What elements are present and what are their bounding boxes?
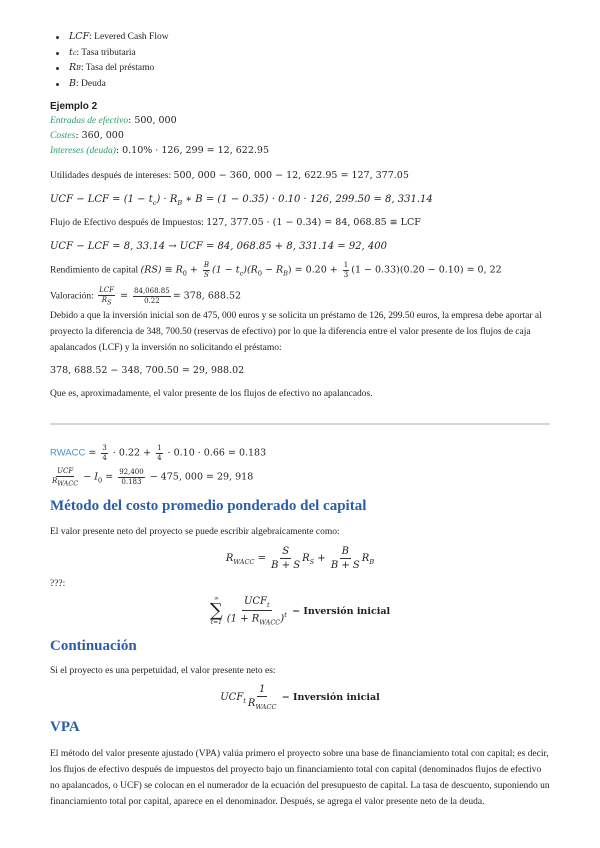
summation-icon: ∞ ∑ t=1	[209, 595, 223, 627]
paragraph-conclusion: Que es, aproximadamente, el valor presente de los flujos de efectivo no apalancados.	[50, 389, 373, 399]
eq-part: )(R	[243, 264, 258, 276]
utilidades-line	[50, 170, 409, 183]
npv-sum-equation: ∞ ∑ t=1 $UCF_t$ $(1 + R_{WACC})^t$ − Inversión inicial	[209, 595, 391, 627]
rwacc-label: RWACC	[50, 447, 86, 459]
line-value: = 378, 688.52	[172, 290, 242, 302]
list-item	[56, 46, 169, 62]
fraction: $\frac{92,400}{0.183}$	[119, 467, 144, 486]
symbol: B	[69, 77, 76, 89]
perpetuity-equation: $UCF_t$ 1 $R_{WACC}$ − Inversión inicial	[220, 684, 380, 711]
section-title-wacc: Método del costo promedio ponderado del capital	[50, 498, 367, 514]
definition: : Tasa tributaria	[76, 47, 136, 58]
section-title-vpa: VPA	[50, 719, 80, 735]
fraction: $\frac{3}{4}$	[102, 444, 107, 462]
fraction: $\frac{B}{B + S}$	[330, 546, 360, 571]
symbol: LCF	[69, 31, 90, 43]
flujo-line	[50, 217, 421, 230]
example-label: Intereses (deuda)	[50, 146, 116, 156]
rendimiento-line: Rendimiento de capital $(RS) \equiv R_0$ + $\frac{B}{S}$ $(1 - t_c)(R_0 - R_B) = 0.20$ + $\frac{1}{3}$ (1 − 0.33)(0.20 − 0.10) = 0, 22	[50, 261, 502, 279]
fraction: $UCF_t$ $(1 + R_{WACC})^t$	[226, 596, 287, 627]
symbol: R	[69, 62, 77, 74]
eq-part: (RS) ≡ R	[140, 264, 183, 276]
symbol: t	[69, 46, 73, 58]
fraction: $\frac{84,068.85}{0.22}$	[134, 286, 170, 305]
example-label: Entradas de efectivo	[50, 116, 129, 126]
line-label: Rendimiento de capital	[50, 265, 141, 276]
line-label: Utilidades después de intereses:	[50, 171, 174, 181]
example-label: Costes	[50, 131, 76, 141]
list-item	[56, 30, 169, 46]
divider	[50, 423, 550, 425]
bullet-icon	[56, 83, 59, 86]
eq-part: UCF − LCF = (1 − t	[50, 194, 153, 205]
ucf-equation-1: UCF − LCF = $(1 - t_c) \cdot R_B$ ∗ B = (1 − 0.35) · 0.10 · 126, 299.50 = 8, 331.14	[50, 194, 433, 207]
fraction: $\frac{\text{LCF}}{R_S}$	[99, 286, 115, 307]
wacc-equation: $R_{WACC}$ = $\frac{S}{B + S}$ $R_S$ + $\frac{B}{B + S}$ $R_B$	[225, 546, 375, 571]
line-value: 127, 377.05 · (1 − 0.34) = 84, 068.85 ≡ LCF	[206, 217, 421, 228]
npv-line: $\frac{\text{UCF}}{R_{WACC}}$ − $I_0$ = $\frac{92,400}{0.183}$ − 475, 000 = 29, 918	[52, 467, 254, 488]
fraction: $\frac{1}{4}$	[157, 444, 162, 462]
line-value: 500, 000 − 360, 000 − 12, 622.95 = 127, 377.05	[173, 170, 409, 181]
example-title: Ejemplo 2	[50, 101, 98, 112]
rwacc-line: RWACC = $\frac{3}{4}$ · 0.22 + $\frac{1}{4}$ · 0.10 · 0.66 = 0.183	[50, 444, 267, 462]
bullet-icon	[56, 36, 59, 39]
line-label: Flujo de Efectivo después de Impuestos:	[50, 218, 207, 228]
example-value: : 360, 000	[75, 130, 124, 141]
example-value: : 0.10% · 126, 299 = 12, 622.95	[115, 145, 270, 156]
symbol-subscript: B	[76, 64, 81, 73]
definition: : Deuda	[75, 78, 106, 89]
eq-part: (1 − 0.33)(0.20 − 0.10) = 0, 22	[351, 264, 502, 276]
variable-definitions-list	[56, 30, 169, 92]
eq-part: ) = 0.20 +	[287, 264, 341, 276]
fraction: $\frac{S}{B + S}$	[271, 546, 301, 571]
line-label: Valoración:	[50, 291, 97, 302]
example-row	[50, 145, 269, 158]
eq-part: +	[186, 264, 201, 276]
eq-part: ) · R	[156, 194, 178, 205]
section-title-continuacion: Continuación	[50, 638, 137, 654]
eq-part: (1 − t	[212, 264, 240, 276]
list-item	[56, 77, 169, 93]
fraction: $\frac{\text{UCF}}{R_{WACC}}$	[52, 467, 79, 488]
section-intro: El valor presente neto del proyecto se puede escribir algebraicamente como:	[50, 527, 340, 537]
example-row	[50, 115, 177, 128]
ucf-equation-2: UCF − LCF = 8, 33.14 → UCF = 84, 068.85 + 8, 331.14 = 92, 400	[50, 241, 387, 252]
paragraph-inversion: Debido a que la inversión inicial son de 475, 000 euros y se solicita un préstamo de 126, 299.50 euros, la empresa debe aportar al proyecto la diferencia de 348, 700.50 (reservas de efectivo) por lo que la diferencia entre el valor presente de los flujos de caja apalancados (LCF) y la inversión no solicitando el préstamo:	[50, 311, 542, 353]
calculation: 378, 688.52 − 348, 700.50 = 29, 988.02	[50, 365, 245, 376]
placeholder-text: ???:	[50, 579, 66, 589]
eq-part: − R	[261, 264, 284, 276]
fraction: $\frac{1}{3}$	[343, 261, 349, 279]
symbol-subscript: c	[72, 48, 77, 57]
bullet-icon	[56, 52, 59, 55]
definition: : Levered Cash Flow	[89, 32, 169, 43]
vpa-paragraph: El método del valor presente ajustado (VPA) valúa primero el proyecto sobre una base de financiamiento total con capital; es decir, los flujos de efectivo después de impuestos del proyecto bajo un financiamiento total con capital (denominados flujos de efectivo no apalancados, o UCF) se colocan en el numerador de la ecuación del presupuesto de capital. La tasa de descuento, suponiendo un financiamiento total por capital, aparece en el denominador. Después, se agrega el valor presente neto de la deuda.	[50, 749, 550, 807]
list-item	[56, 61, 169, 77]
fraction: 1 $R_{WACC}$	[247, 684, 277, 711]
fraction: $\frac{B}{S}$	[203, 261, 210, 279]
bullet-icon	[56, 67, 59, 70]
eq-part: ∗ B = (1 − 0.35) · 0.10 · 126, 299.50 = 8, 331.14	[182, 194, 433, 205]
definition: : Tasa del préstamo	[80, 63, 155, 74]
valoracion-line: Valoración: $\frac{\text{LCF}}{R_S}$ = $\frac{84,068.85}{0.22}$ = 378, 688.52	[50, 286, 242, 307]
section-intro: Si el proyecto es una perpetuidad, el valor presente neto es:	[50, 666, 276, 676]
example-value: : 500, 000	[128, 115, 177, 126]
example-row	[50, 130, 124, 143]
